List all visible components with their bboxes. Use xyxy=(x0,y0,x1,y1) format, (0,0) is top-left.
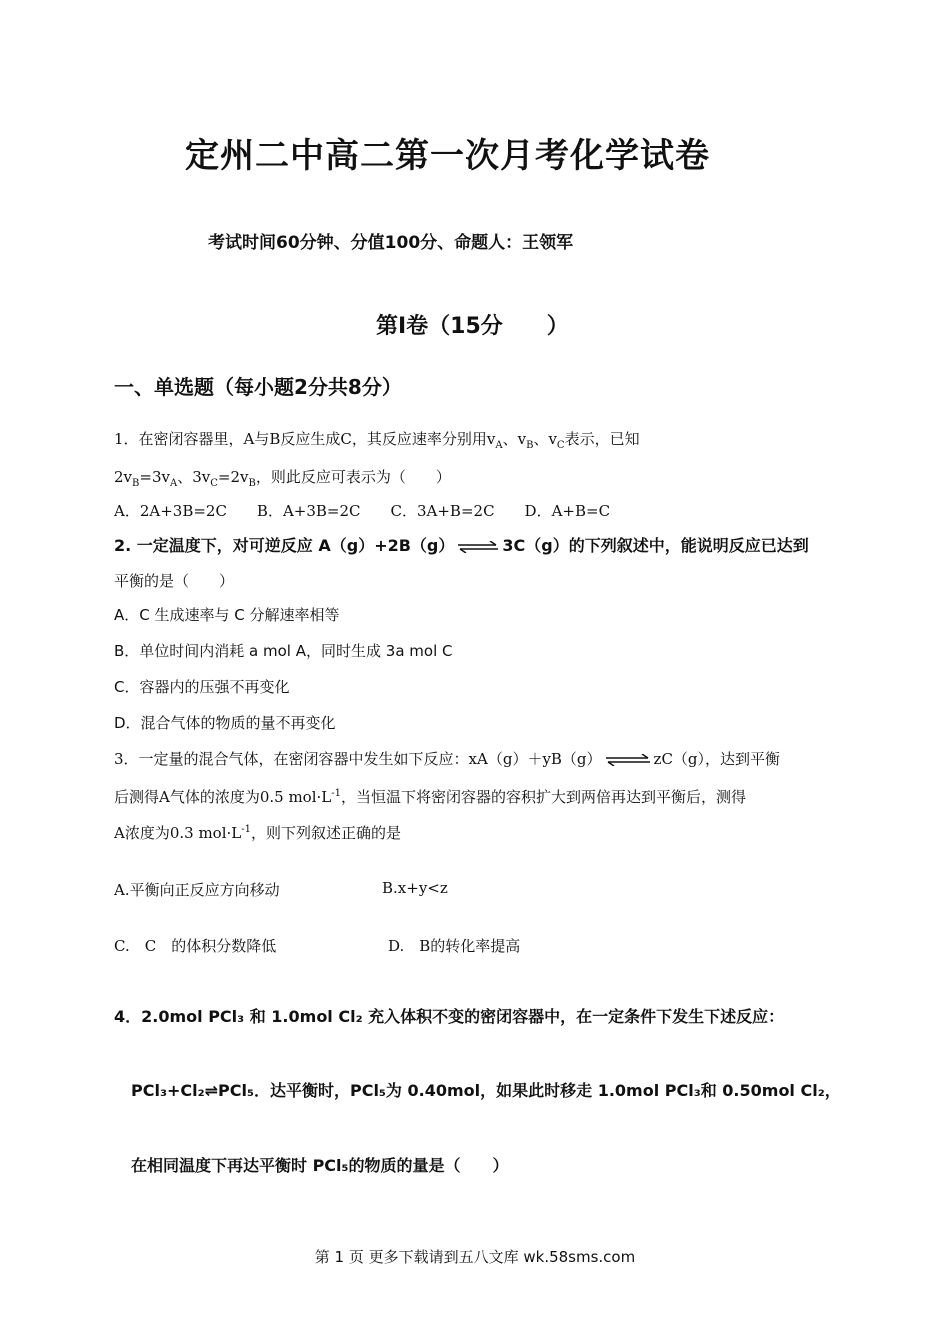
q3-line2: 后测得A气体的浓度为0.5 $mol\cdot L^{-1}$，当恒温下将密闭容器的容积扩大到两倍再达到平衡后，测得 xyxy=(114,788,747,806)
q1-options: A．2A+3B=2C B．A+3B=2C C．3A+B=2C D．A+B=C xyxy=(114,502,611,520)
q3-line1: 3．一定量的混合气体，在密闭容器中发生如下反应：xA（g）＋yB（g） zC（g），达到平衡 xyxy=(114,750,781,768)
q2-option-c: C．容器内的压强不再变化 xyxy=(114,678,290,696)
q3-option-a: A.平衡向正反应方向移动 xyxy=(114,881,280,899)
q4-line1: 4．2.0mol PCl₃ 和 1.0mol Cl₂ 充入体积不变的密闭容器中，在一定条件下发生下述反应： xyxy=(114,1007,785,1026)
q2-option-d: D．混合气体的物质的量不再变化 xyxy=(114,714,336,732)
q3-option-b: B.x+y<z xyxy=(382,879,448,897)
equilibrium-arrow-icon xyxy=(606,754,650,766)
q1-line1: 1．在密闭容器里，A与B反应生成C，其反应速率分别用$v_A$、$v_B$、$v_C$表示，已知 xyxy=(114,430,640,451)
q2-line2: 平衡的是（ ） xyxy=(114,572,235,590)
exam-info: 考试时间60分钟、分值100分、命题人：王领军 xyxy=(208,233,574,253)
q4-line2: PCl₃+Cl₂⇌PCl₅．达平衡时，PCl₅为 0.40mol，如果此时移走 1.0mol PCl₃和 0.50mol Cl₂， xyxy=(131,1081,841,1100)
question-heading: 一、单选题（每小题2分共8分） xyxy=(114,375,402,399)
exam-title: 定州二中高二第一次月考化学试卷 xyxy=(185,136,710,176)
q2-option-b: B．单位时间内消耗 a mol A，同时生成 3a mol C xyxy=(114,642,453,660)
q2-option-a: A．C 生成速率与 C 分解速率相等 xyxy=(114,606,340,624)
q3-option-c: C. C 的体积分数降低 xyxy=(114,937,277,955)
q3-option-d: D. B的转化率提高 xyxy=(388,937,521,955)
q1-line2: $2v_B=3v_A$、$3v_C=2v_B$，则此反应可表示为（ ） xyxy=(114,468,451,489)
q3-line3: A浓度为0.3 $mol\cdot L^{-1}$，则下列叙述正确的是 xyxy=(114,824,402,842)
q4-line3: 在相同温度下再达平衡时 PCl₅的物质的量是（ ） xyxy=(131,1156,509,1175)
section-title: 第Ⅰ卷（15分 ） xyxy=(376,314,569,339)
page-footer: 第 1 页 更多下载请到五八文库 wk.58sms.com xyxy=(314,1248,636,1266)
equilibrium-arrow-icon xyxy=(458,541,498,553)
q2-line1: 2. 一定温度下，对可逆反应 A（g）+2B（g） 3C（g）的下列叙述中，能说明反应已达到 xyxy=(114,536,809,555)
